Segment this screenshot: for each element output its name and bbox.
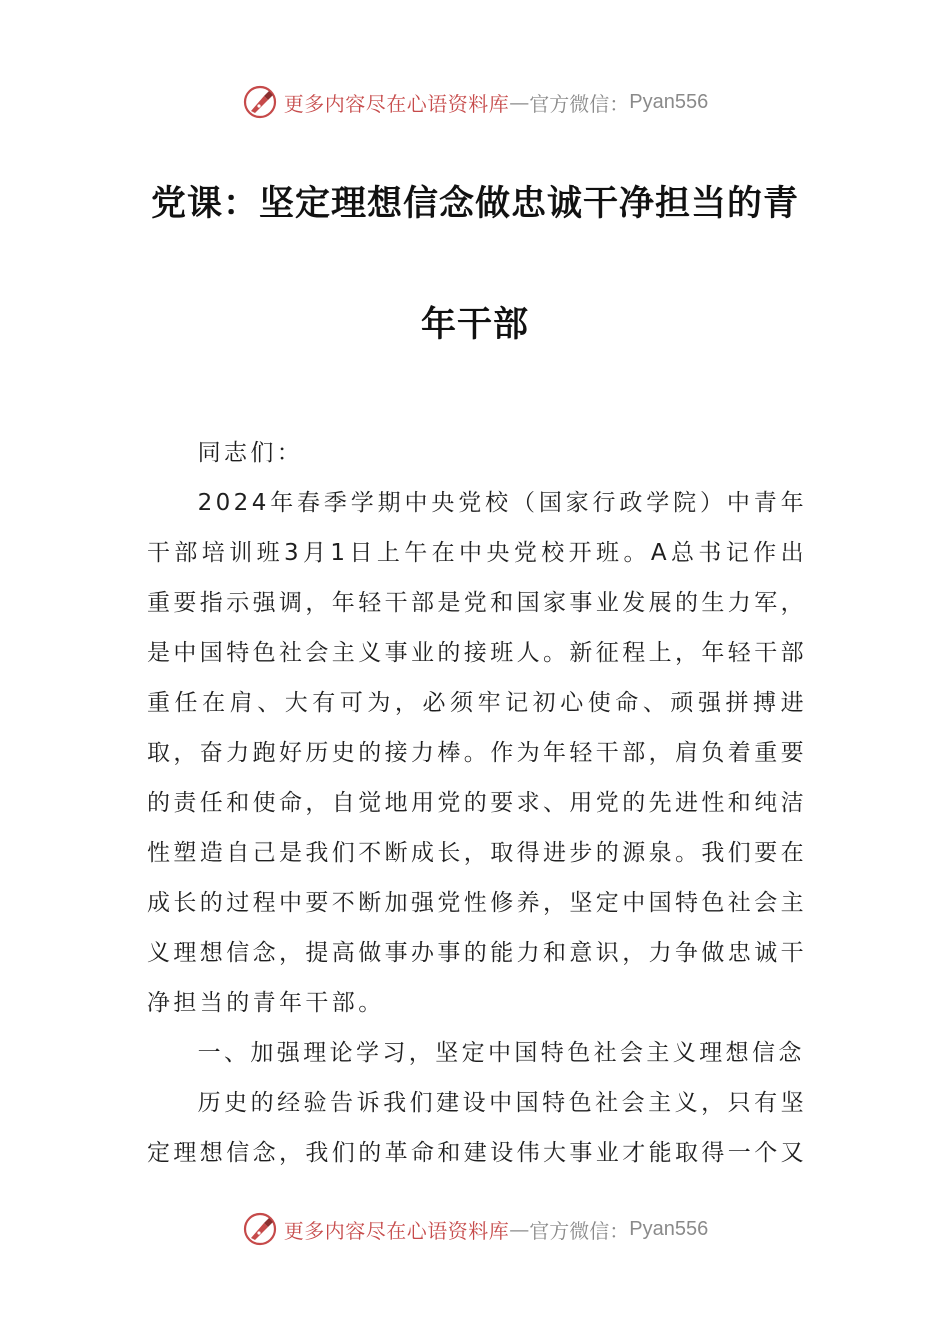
watermark-site: 更多内容尽在心语资料库: [283, 91, 510, 116]
document-title-line-2: 年干部: [420, 305, 529, 345]
watermark-wechat-label: 官方微信：: [529, 1218, 630, 1243]
watermark-dash: —: [509, 90, 530, 114]
paragraph: 2024年春季学期中央党校（国家行政学院）中青年干部培训班3月1日上午在中央党校开班。A总书记作出重要指示强调，年轻干部是党和国家事业发展的生力军，是中国特色社会主义事业的接班人。新征程上，年轻干部重任在肩、大有可为，必须牢记初心使命、顽强拼搏进取，奋力跑好历史的接力棒。作为年轻干部，肩负着重要的责任和使命，自觉地用党的要求、用党的先进性和纯洁性塑造自己是我们不断成长，取得进步的源泉。我们要在成长的过程中要不断加强党性修养，坚定中国特色社会主义理想信念，提高做事办事的能力和意识，力争做忠诚干净担当的青年干部。: [147, 490, 807, 1016]
document-body: [147, 428, 807, 1178]
watermark-site: 更多内容尽在心语资料库: [283, 1218, 510, 1243]
paragraph: 历史的经验告诉我们建设中国特色社会主义，只有坚定理想信念，我们的革命和建设伟大事业才能取得一个又: [147, 1090, 807, 1166]
section-heading: 一、加强理论学习，坚定中国特色社会主义理想信念: [197, 1040, 805, 1066]
watermark-wechat-id: Pyan556: [629, 90, 709, 113]
header-watermark: [0, 82, 950, 122]
watermark-wechat-label: 官方微信：: [529, 91, 630, 116]
greeting: 同志们：: [197, 440, 304, 466]
watermark-wechat-id: Pyan556: [629, 1217, 709, 1240]
watermark-dash: —: [509, 1217, 530, 1241]
document-title-line-1: 党课：坚定理想信念做忠诚干净担当的青: [150, 184, 799, 224]
pen-nib-circle-icon: [242, 1211, 278, 1247]
footer-watermark: [0, 1209, 950, 1249]
pen-nib-circle-icon: [242, 84, 278, 120]
